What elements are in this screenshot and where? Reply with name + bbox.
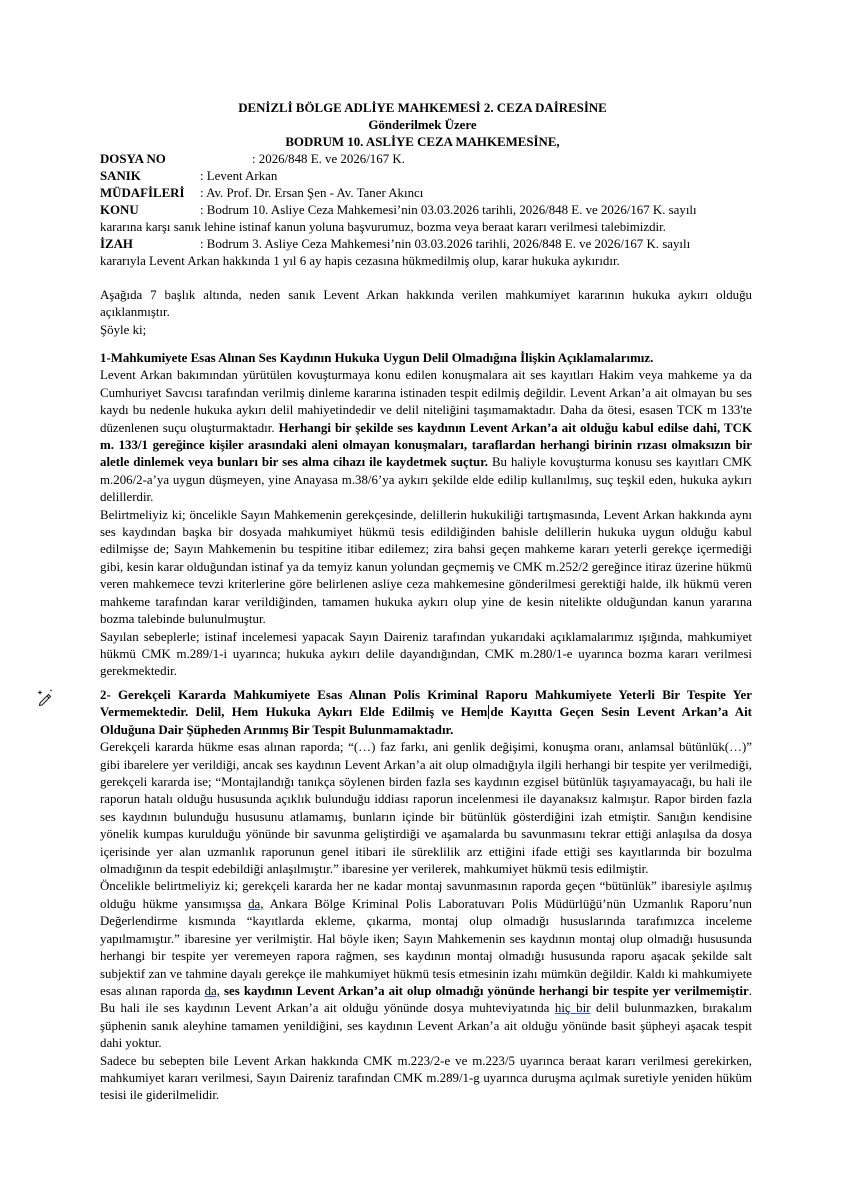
mudafi-value: : Av. Prof. Dr. Ersan Şen - Av. Taner Akıncı — [200, 186, 424, 200]
section-1-paragraph-2: Belirtmeliyiz ki; öncelikle Sayın Mahkemenin gerekçesinde, delillerin hukukiliği tartışmasında, Levent Arkan hakkında aynı ses kaydından başka bir dosyada mahkumiyet hükmü tesis edildiğinden bahisle delillerin hukuka uygun olduğu kabul edilmişse de; Sayın Mahkemenin bu tespitine itibar edilemez; zira bahsi geçen mahkeme kararı yeterli gerekçe içermediği gibi, kesin karar olduğundan istinaf ya da temyiz kanun yolundan geçmemiş ve CMK m.252/2 gereğince itiraz üzerine hükmü veren mahkemece tevzi kriterlerine göre belirlenen asliye ceza mahkemesine gönderilmesi gerektiği halde, ilk hükmü veren mahkeme tarafından karar verildiğinden, tamamen hukuka aykırı olup yine de kesin nitelikte olduğundan kanun yararına bozma talebinde bulunulmuştur. — [100, 507, 752, 627]
s2-p2-text-b: Ankara Bölge Kriminal Polis Laboratuvarı Polis Müdürlüğü’nün Uzmanlık Raporu’nun Değerlendirme kısmında “kayıtlarda ekleme, çıkarma, montaj olup olmadığı hususlarında tarafımızca inceleme yapılmamıştır.” ibaresine yer verilmiştir. Hal böyle iken; Sayın Mahkemenin ses kaydının montaj olup olmadığı hususunda herhangi bir tespite yer veremeyen rapora rağmen, ses kaydının montaj olmadığı hususunda raporu aşacak şekilde salt subjektif zan ve tahmine dayalı gerekçe ile mahkumiyet hükmü tesis etmesinin izahı mümkün değildir. Kaldı ki mahkumiyete esas alınan raporda — [100, 896, 752, 998]
s2-p2-underlined-da-2[interactable]: da, — [204, 983, 220, 998]
s1-p1-text-a: Levent Arkan bakımından yürütülen kovuşturmaya konu edilen konuşmalara ait ses kayıtları Hakim veya mahkeme ya da Cumhuriyet Savcısı tarafından verilmiş dinleme kararına istinaden tespit edilmiş değildir. Levent Arkan’a ait olmayan bu ses kaydı bu nedenle hukuka aykırı delil mahiyetindedir ve delil niteliğini taşımamaktadır. Daha da ötesi, esasen TCK m 133'te düzenlenen suçu oluşturmaktadır. — [100, 368, 752, 435]
konu-value-2: kararına karşı sanık lehine istinaf kanun yoluna başvurumuz, bozma veya beraat kararı verilmesi talebimizdir. — [100, 220, 666, 234]
intro-block — [100, 287, 752, 339]
section-2-paragraph-2 — [100, 878, 752, 1052]
intro-soyle-ki: Şöyle ki; — [100, 322, 147, 337]
s1-p1-bold-text: Herhangi bir şekilde ses kaydının Levent Arkan’a ait olduğu kabul edilse dahi, TCK m. 133/1 gereğince kişiler arasındaki aleni olmayan konuşmaları, taraflardan herhangi birinin rızası olmaksızın bir aletle dinlemek veya bunları bir ses alma cihazı ile kaydetmek suçtur. — [100, 420, 752, 470]
mudafi-row — [100, 185, 750, 202]
konu-row-2 — [100, 219, 760, 236]
sanik-label: SANIK — [100, 169, 141, 183]
konu-value-1: : Bodrum 10. Asliye Ceza Mahkemesi’nin 03.03.2026 tarihli, 2026/848 E. ve 2026/167 K. sayılı — [200, 203, 697, 217]
izah-value-1: : Bodrum 3. Asliye Ceza Mahkemesi’nin 03.03.2026 tarihli, 2026/848 E. ve 2026/167 K. sayılı — [200, 237, 691, 251]
s2-title-part-a: 2- Gerekçeli Kararda Mahkumiyete Esas Alınan Polis Kriminal Raporu Mahkumiyete Yeterli Bir Tespite Yer Vermemektedir. Delil, Hem Hukuka Aykırı Elde Edilmiş ve Hem — [100, 688, 752, 720]
s2-p2-text-a: Öncelikle belirtmeliyiz ki; gerekçeli kararda her ne kadar montaj savunmasının raporda geçen “bütünlük” ibaresiyle aşılmış olduğu hükme yansımışsa — [100, 879, 752, 911]
ai-sparkle-pen-icon[interactable] — [36, 688, 54, 706]
section-1-paragraph-1 — [100, 367, 752, 506]
s2-title-part-b: de Kayıtta Geçen Sesin Levent Arkan’a Ait Olduğuna Dair Şüpheden Arınmış Bir Tespit Bulunmamaktadır. — [100, 705, 752, 737]
s2-p2-underlined-hicbir[interactable]: hiç bir — [554, 1001, 591, 1016]
s2-p2-bold-text: ses kaydının Levent Arkan’a ait olup olmadığı yönünde herhangi bir tespite yer verilmemiştir — [219, 983, 749, 998]
s2-p2-underlined-da[interactable]: da, — [248, 896, 264, 911]
court-name-heading: DENİZLİ BÖLGE ADLİYE MAHKEMESİ 2. CEZA DAİRESİNE — [238, 101, 607, 115]
mudafi-label: MÜDAFİLERİ — [100, 186, 185, 200]
section-2-title — [100, 687, 752, 739]
section-2 — [100, 687, 752, 1105]
sending-note: Gönderilmek Üzere — [368, 118, 477, 132]
dosya-label: DOSYA NO — [100, 152, 166, 166]
s2-p2-text-d: . Bu hali ile ses kaydının Levent Arkan’a ait olduğu yönünde dosya muhteviyatında — [100, 983, 752, 1016]
intro-paragraph: Aşağıda 7 başlık altında, neden sanık Levent Arkan hakkında verilen mahkumiyet kararının hukuka aykırı olduğu açıklanmıştır. — [100, 288, 752, 320]
dosya-row — [100, 151, 750, 168]
sanik-value: : Levent Arkan — [200, 169, 278, 183]
section-2-paragraph-1: Gerekçeli kararda hükme esas alınan raporda; “(…) faz farkı, ani genlik değişimi, konuşma oranı, anlamsal bütünlük(…)” gibi ibarelere yer verildiği, ancak ses kaydının Levent Arkan’a ait olup olmadığıyla ilgili herhangi bir tespite yer verilmediği, gerekçeli kararda ise; “Montajlandığı tanıkça söylenen birden fazla ses kaydının ezgisel bütünlük taşıyamayacağı, bu hali ile raporun hatalı olduğu hususunda açıklık bulunduğu iddiası raporun incelenmesi ile dayanaksız kalmıştır. Rapor birden fazla ses kaydının bulunduğu hususunu atlamamış, bunların içinde bir bütünlük gösterdiğini izah etmiştir. Sanığın kendisine yönelik kumpas kurulduğu yönünde bir savunma geliştirdiği ve aşamalarda bu savunmasını tekrar ettiği anlaşılsa da dosya içerisinde yer alan uzmanlık raporunun genel itibari ile süreklilik arz ettiğini ifade ettiği ses kayıtlarında bir bozulma olmadığının da tespit edebildiği anlaşılmıştır.” ibaresine yer verilerek, mahkumiyet hükmü tesis edilmiştir. — [100, 740, 752, 877]
dosya-value: : 2026/848 E. ve 2026/167 K. — [252, 152, 405, 166]
izah-row-2 — [100, 253, 760, 270]
addressee-heading: BODRUM 10. ASLİYE CEZA MAHKEMESİNE, — [285, 135, 560, 149]
s2-p2-text-e: delil bulunmazken, bırakalım şüphenin sanık aleyhine tamamen yenildiğini, ses kaydının Levent Arkan’a ait olduğu yönünde basit şüpheyi aşacak tespit dahi yoktur. — [100, 1001, 752, 1051]
konu-row — [100, 202, 760, 219]
izah-row — [100, 236, 760, 253]
section-1-title: 1-Mahkumiyete Esas Alınan Ses Kaydının Hukuka Uygun Delil Olmadığına İlişkin Açıklamalarımız. — [100, 351, 654, 365]
izah-value-2: kararıyla Levent Arkan hakkında 1 yıl 6 ay hapis cezasına hükmedilmiş olup, karar hukuka aykırıdır. — [100, 254, 620, 268]
konu-label: KONU — [100, 203, 139, 217]
s1-p1-text-c: Bu haliyle kovuşturma konusu ses kayıtları CMK m.206/2-a’ya uygun düşmeyen, yine Anayasa m.38/6’ya aykırı şekilde elde edilip kullanılmış, suç teşkil eden, hukuka aykırı delillerdir. — [100, 455, 752, 505]
section-2-paragraph-3: Sadece bu sebepten bile Levent Arkan hakkında CMK m.223/2-e ve m.223/5 uyarınca beraat kararı verilmesi gerekirken, mahkumiyet kararı verilmesi, Sayın Daireniz tarafından CMK m.289/1-g uyarınca duruşma açılmak suretiyle yeniden hüküm tesisi ile giderilmelidir. — [100, 1053, 752, 1103]
izah-label: İZAH — [100, 237, 133, 251]
section-1 — [100, 350, 752, 681]
section-1-paragraph-3: Sayılan sebeplerle; istinaf incelemesi yapacak Sayın Daireniz tarafından yukarıdaki açıklamalarımız ışığında, mahkumiyet hükmü CMK m.289/1-i uyarınca; hukuka aykırı delile dayandığından, CMK m.280/1-e uyarınca bozma kararı verilmesi gerekmektedir. — [100, 629, 752, 679]
sanik-row — [100, 168, 750, 185]
